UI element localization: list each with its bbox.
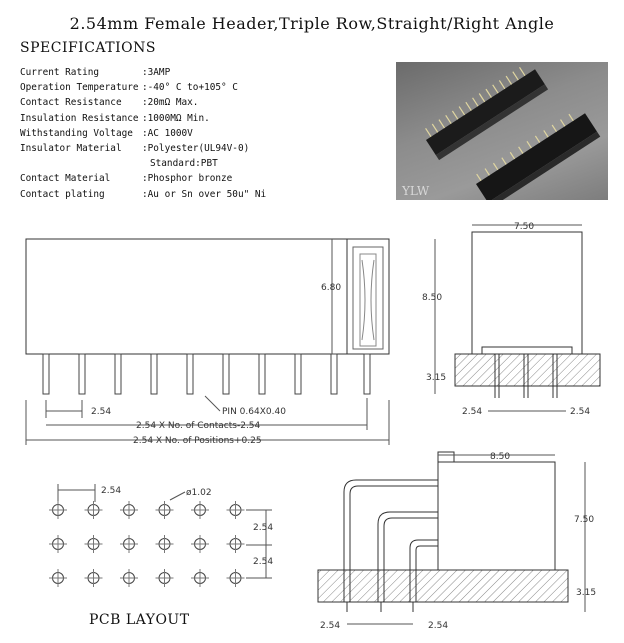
- spec-value: :20mΩ Max.: [142, 97, 199, 109]
- front-positions-dim: 2.54 X No. of Positions+0.25: [133, 436, 262, 446]
- pcb-hole: [120, 535, 138, 553]
- pcb-layout-caption: PCB LAYOUT: [89, 612, 190, 628]
- spec-value: :AC 1000V: [142, 127, 193, 139]
- pcb-row-pitch-1: 2.54: [253, 523, 274, 533]
- pcb-pitch-dim: 2.54: [101, 486, 122, 496]
- ra-tail-dim: 3.15: [576, 588, 597, 598]
- front-pin-dim: PIN 0.64X0.40: [222, 407, 286, 417]
- pcb-hole: [156, 569, 174, 587]
- spec-label: Contact Material: [20, 173, 111, 185]
- pcb-hole-dim: ø1.02: [186, 488, 212, 498]
- pcb-hole: [191, 569, 209, 587]
- side-height-dim: 8.50: [422, 293, 443, 303]
- pcb-hole: [49, 569, 67, 587]
- spec-value: :Au or Sn over 50u" Ni: [142, 188, 267, 200]
- pcb-hole: [156, 501, 174, 519]
- ra-width-dim: 8.50: [490, 452, 511, 462]
- spec-label: Current Rating: [20, 67, 100, 78]
- spec-value: :3AMP: [142, 67, 171, 78]
- pcb-hole: [85, 535, 103, 553]
- page-title: 2.54mm Female Header,Triple Row,Straight/Right Angle: [69, 14, 555, 33]
- pcb-hole: [227, 501, 245, 519]
- ra-height-dim: 7.50: [574, 515, 595, 525]
- spec-label: Contact plating: [20, 188, 105, 200]
- side-view: [435, 225, 600, 411]
- spec-label: Operation Temperature: [20, 82, 139, 94]
- right-angle-view: [318, 452, 585, 624]
- ra-pitch-left: 2.54: [320, 621, 341, 631]
- front-pins: [43, 354, 370, 394]
- pcb-hole: [227, 535, 245, 553]
- front-height-dim: 6.80: [321, 283, 342, 293]
- spec-value: :-40° C to+105° C: [142, 82, 238, 94]
- spec-label: Insulation Resistance: [20, 112, 139, 124]
- pcb-hole: [120, 569, 138, 587]
- photo-watermark: YLW: [402, 184, 430, 198]
- pcb-hole: [85, 501, 103, 519]
- side-tail-dim: 3.15: [426, 373, 447, 383]
- side-width-dim: 7.50: [514, 222, 535, 232]
- front-contacts-dim: 2.54 X No. of Contacts-2.54: [136, 421, 261, 431]
- side-body: [472, 232, 582, 354]
- pcb-hole: [49, 501, 67, 519]
- ra-pcb: [318, 570, 568, 602]
- pcb-hole: [227, 569, 245, 587]
- spec-value: :1000MΩ Min.: [142, 112, 210, 124]
- front-pitch-dim: 2.54: [91, 407, 112, 417]
- spec-label: Insulator Material: [20, 143, 122, 155]
- spec-label: Contact Resistance: [20, 97, 122, 109]
- pcb-hole: [191, 535, 209, 553]
- ra-pitch-right: 2.54: [428, 621, 449, 631]
- side-pitch-right: 2.54: [570, 407, 591, 417]
- spec-value: Standard:PBT: [150, 158, 218, 170]
- pcb-hole: [85, 569, 103, 587]
- specifications-heading: SPECIFICATIONS: [20, 40, 156, 56]
- pcb-hole: [49, 535, 67, 553]
- spec-value: :Phosphor bronze: [142, 173, 233, 185]
- pcb-layout: [49, 484, 272, 587]
- spec-label: Withstanding Voltage: [20, 127, 133, 139]
- pcb-holes: [49, 501, 245, 587]
- pcb-row-pitch-2: 2.54: [253, 557, 274, 567]
- side-pitch-left: 2.54: [462, 407, 483, 417]
- pcb-hole: [120, 501, 138, 519]
- ra-body: [438, 462, 555, 570]
- spec-value: :Polyester(UL94V-0): [142, 143, 250, 155]
- front-body: [26, 239, 389, 354]
- pcb-hole: [191, 501, 209, 519]
- pcb-hole: [156, 535, 174, 553]
- front-view: [26, 239, 389, 445]
